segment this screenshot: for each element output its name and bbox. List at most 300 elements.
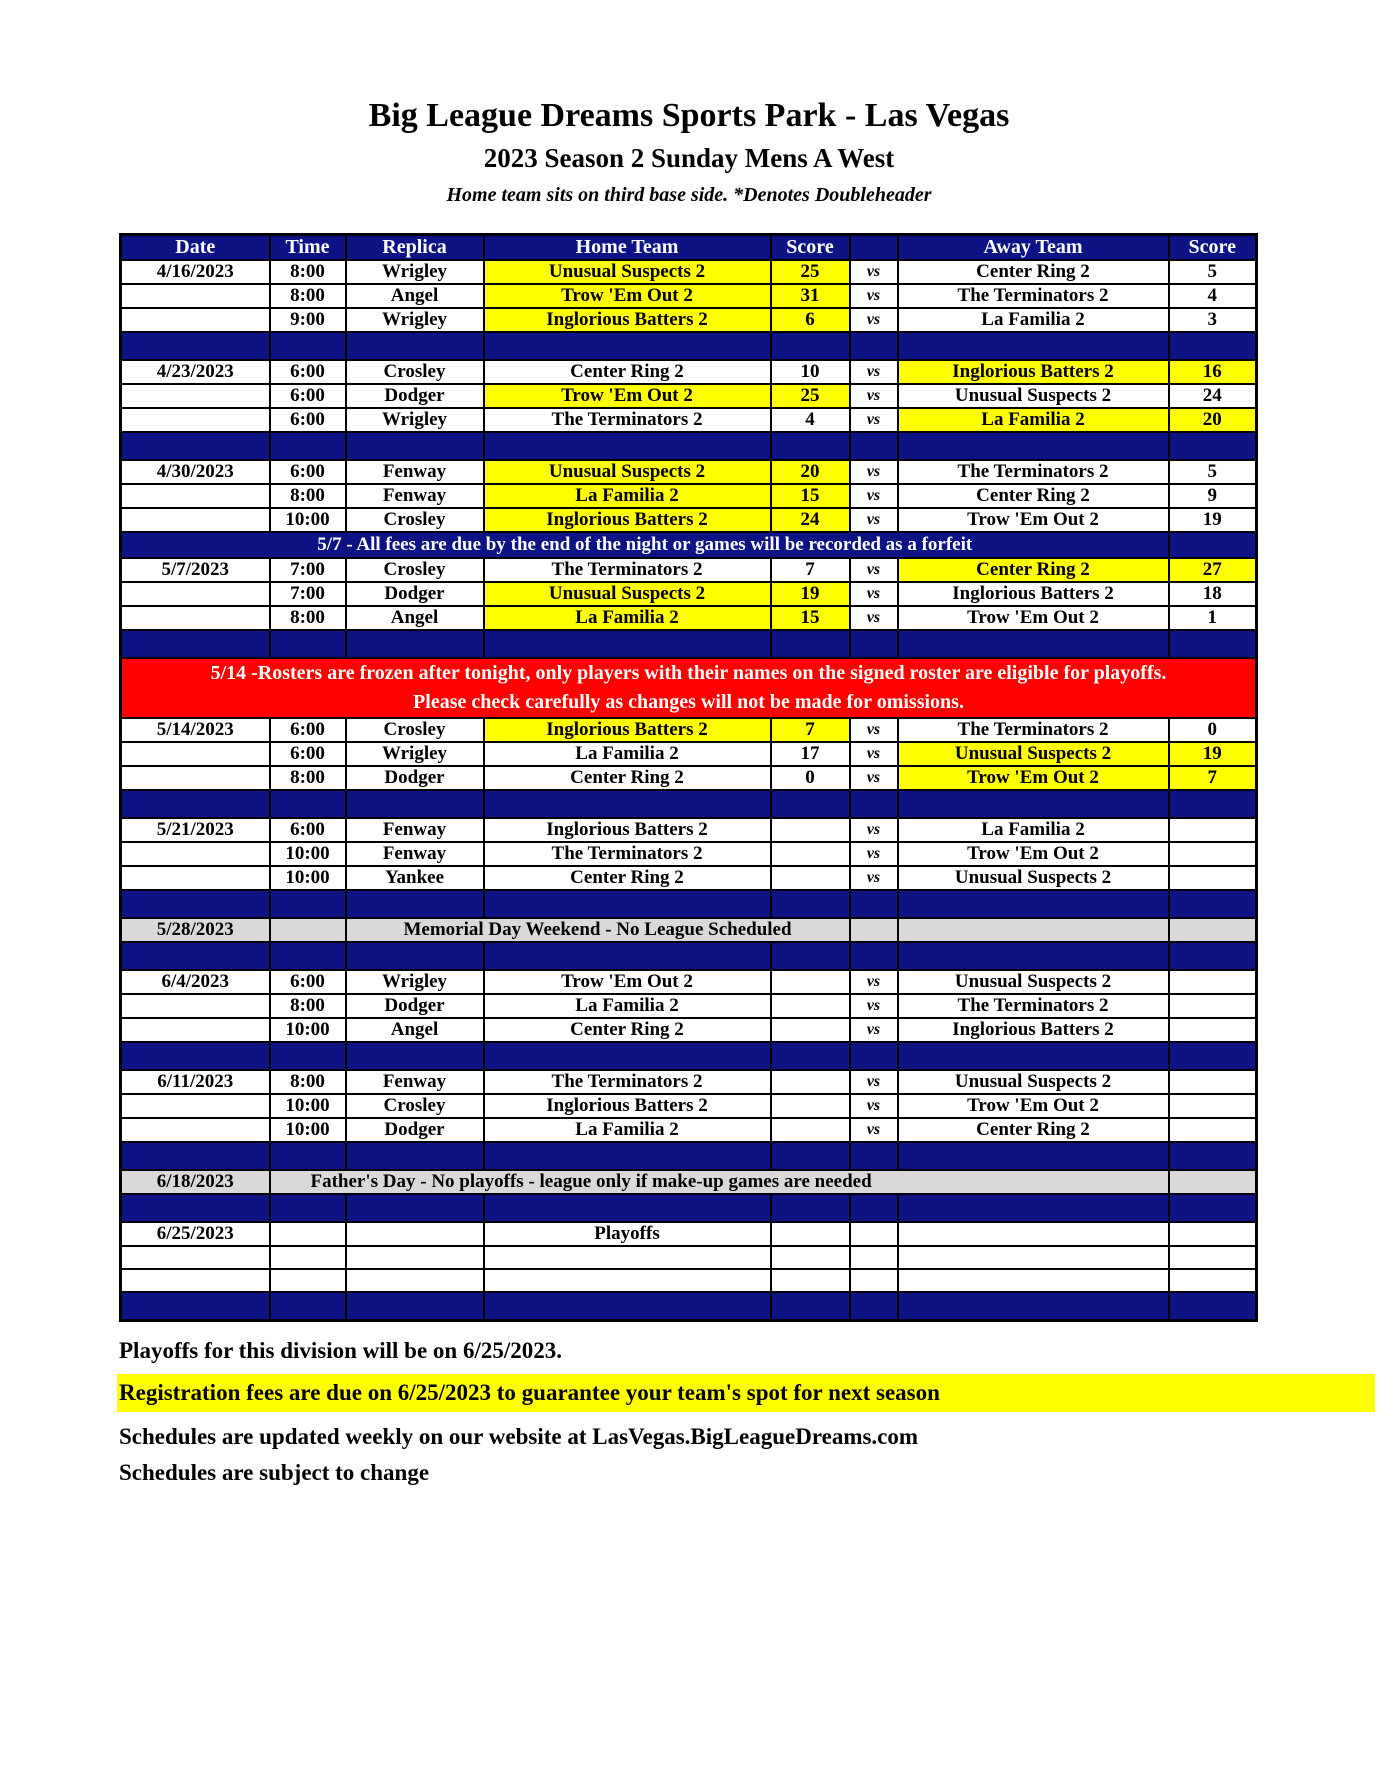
separator-row (121, 942, 1257, 970)
game-row (121, 484, 1257, 508)
game-row (121, 260, 1257, 284)
date-cell (121, 484, 270, 508)
away-team-cell: The Terminators 2 (898, 284, 1169, 308)
home-score-cell (771, 1222, 850, 1246)
empty-cell (898, 1269, 1169, 1292)
vs-cell: vs (850, 766, 898, 790)
footer-playoffs-note: Playoffs for this division will be on 6/25/2023. (119, 1337, 563, 1363)
separator-cell (121, 890, 270, 918)
away-score-cell: 20 (1169, 408, 1257, 432)
separator-cell (346, 1292, 484, 1320)
away-score-cell: 0 (1169, 718, 1257, 742)
vs-cell: vs (850, 308, 898, 332)
time-cell: 10:00 (270, 842, 346, 866)
vs-cell: vs (850, 718, 898, 742)
home-score-cell (771, 1118, 850, 1142)
home-score-cell: 10 (771, 360, 850, 384)
separator-cell (270, 432, 346, 460)
away-score-cell: 9 (1169, 484, 1257, 508)
home-team-cell: La Familia 2 (484, 994, 771, 1018)
time-cell: 7:00 (270, 582, 346, 606)
separator-cell (1169, 432, 1257, 460)
column-header-vs (850, 235, 898, 261)
time-cell: 8:00 (270, 994, 346, 1018)
game-row (121, 284, 1257, 308)
notice-text-cell: Father's Day - No playoffs - league only if make-up games are needed (270, 1170, 1169, 1194)
game-row (121, 558, 1257, 582)
separator-cell (850, 432, 898, 460)
vs-cell: vs (850, 994, 898, 1018)
game-row (121, 508, 1257, 532)
date-cell (121, 866, 270, 890)
fees-banner-row (121, 532, 1257, 558)
date-cell: 6/4/2023 (121, 970, 270, 994)
date-cell (121, 384, 270, 408)
separator-row (121, 1194, 1257, 1222)
column-header-date: Date (121, 235, 270, 261)
date-cell (121, 842, 270, 866)
date-cell (121, 1094, 270, 1118)
notice-row (121, 1170, 1257, 1194)
separator-row (121, 890, 1257, 918)
game-row (121, 866, 1257, 890)
replica-cell: Fenway (346, 484, 484, 508)
home-team-cell: La Familia 2 (484, 742, 771, 766)
away-score-cell: 24 (1169, 384, 1257, 408)
away-score-cell: 16 (1169, 360, 1257, 384)
separator-cell (270, 1142, 346, 1170)
column-header-time: Time (270, 235, 346, 261)
home-team-cell: Trow 'Em Out 2 (484, 970, 771, 994)
game-row (121, 384, 1257, 408)
separator-cell (771, 432, 850, 460)
replica-cell: Crosley (346, 508, 484, 532)
home-score-cell (771, 1018, 850, 1042)
separator-cell (270, 332, 346, 360)
separator-cell (1169, 532, 1257, 558)
empty-cell (346, 1246, 484, 1269)
empty-cell (484, 1246, 771, 1269)
game-row (121, 308, 1257, 332)
separator-cell (898, 332, 1169, 360)
game-row (121, 460, 1257, 484)
notice-text-cell: Memorial Day Weekend - No League Scheduled (346, 918, 850, 942)
replica-cell: Wrigley (346, 308, 484, 332)
separator-cell (1169, 1292, 1257, 1320)
separator-cell (898, 1042, 1169, 1070)
vs-cell (850, 918, 898, 942)
separator-cell (346, 1042, 484, 1070)
away-score-cell (1169, 866, 1257, 890)
game-row (121, 1094, 1257, 1118)
vs-cell: vs (850, 866, 898, 890)
replica-cell: Dodger (346, 766, 484, 790)
separator-cell (484, 1042, 771, 1070)
column-header-replica: Replica (346, 235, 484, 261)
roster-banner-cell (121, 658, 1257, 718)
separator-cell (484, 790, 771, 818)
date-cell (121, 582, 270, 606)
replica-cell: Dodger (346, 582, 484, 606)
date-cell (121, 606, 270, 630)
away-score-cell (1169, 1222, 1257, 1246)
separator-cell (850, 1194, 898, 1222)
separator-cell (850, 332, 898, 360)
away-team-cell: Unusual Suspects 2 (898, 970, 1169, 994)
away-team-cell: Inglorious Batters 2 (898, 1018, 1169, 1042)
game-row (121, 766, 1257, 790)
date-cell: 6/25/2023 (121, 1222, 270, 1246)
vs-cell: vs (850, 484, 898, 508)
vs-cell: vs (850, 260, 898, 284)
page (119, 0, 1259, 1486)
home-score-cell (771, 970, 850, 994)
away-score-cell: 18 (1169, 582, 1257, 606)
home-score-cell: 17 (771, 742, 850, 766)
away-team-cell (898, 918, 1169, 942)
empty-cell (850, 1246, 898, 1269)
date-cell: 5/7/2023 (121, 558, 270, 582)
separator-cell (1169, 332, 1257, 360)
separator-cell (1169, 1194, 1257, 1222)
time-cell: 8:00 (270, 284, 346, 308)
separator-cell (898, 1194, 1169, 1222)
empty-cell (346, 1269, 484, 1292)
away-team-cell: Unusual Suspects 2 (898, 742, 1169, 766)
table-header (121, 235, 1257, 261)
game-row (121, 842, 1257, 866)
date-cell: 5/28/2023 (121, 918, 270, 942)
time-cell: 6:00 (270, 360, 346, 384)
home-score-cell (771, 818, 850, 842)
separator-row (121, 1042, 1257, 1070)
away-score-cell (1169, 918, 1257, 942)
home-score-cell: 15 (771, 484, 850, 508)
home-team-cell: The Terminators 2 (484, 558, 771, 582)
replica-cell: Angel (346, 284, 484, 308)
notice-row (121, 918, 1257, 942)
away-team-cell: Unusual Suspects 2 (898, 866, 1169, 890)
empty-cell (771, 1269, 850, 1292)
away-score-cell: 19 (1169, 508, 1257, 532)
separator-cell (898, 432, 1169, 460)
empty-cell (1169, 1269, 1257, 1292)
away-team-cell: Trow 'Em Out 2 (898, 606, 1169, 630)
empty-row (121, 1246, 1257, 1269)
game-row (121, 582, 1257, 606)
game-row (121, 1070, 1257, 1094)
separator-cell (484, 1142, 771, 1170)
date-cell: 4/23/2023 (121, 360, 270, 384)
separator-cell (898, 1142, 1169, 1170)
away-team-cell: The Terminators 2 (898, 460, 1169, 484)
column-header-away-score: Score (1169, 235, 1257, 261)
time-cell: 9:00 (270, 308, 346, 332)
separator-cell (771, 332, 850, 360)
separator-cell (270, 942, 346, 970)
home-team-cell: Unusual Suspects 2 (484, 460, 771, 484)
separator-cell (850, 630, 898, 658)
separator-cell (270, 1194, 346, 1222)
separator-cell (270, 630, 346, 658)
separator-row (121, 630, 1257, 658)
replica-cell: Dodger (346, 384, 484, 408)
home-team-cell: Inglorious Batters 2 (484, 308, 771, 332)
separator-row (121, 790, 1257, 818)
away-team-cell: Unusual Suspects 2 (898, 1070, 1169, 1094)
page-note: Home team sits on third base side. *Denotes Doubleheader (446, 184, 932, 207)
vs-cell: vs (850, 408, 898, 432)
time-cell: 10:00 (270, 866, 346, 890)
empty-cell (1169, 1246, 1257, 1269)
game-row (121, 742, 1257, 766)
home-team-cell: Trow 'Em Out 2 (484, 284, 771, 308)
game-row (121, 606, 1257, 630)
game-row (121, 360, 1257, 384)
separator-cell (1169, 790, 1257, 818)
replica-cell: Fenway (346, 818, 484, 842)
separator-cell (346, 1142, 484, 1170)
vs-cell: vs (850, 460, 898, 484)
date-cell (121, 742, 270, 766)
home-team-cell: Center Ring 2 (484, 766, 771, 790)
home-team-cell: La Familia 2 (484, 606, 771, 630)
date-cell: 6/18/2023 (121, 1170, 270, 1194)
away-score-cell: 5 (1169, 260, 1257, 284)
home-team-cell: La Familia 2 (484, 1118, 771, 1142)
empty-cell (850, 1269, 898, 1292)
separator-cell (850, 942, 898, 970)
home-team-cell: La Familia 2 (484, 484, 771, 508)
vs-cell: vs (850, 1094, 898, 1118)
home-score-cell: 20 (771, 460, 850, 484)
vs-cell: vs (850, 818, 898, 842)
table-body (121, 260, 1257, 1320)
game-row (121, 970, 1257, 994)
away-team-cell: Inglorious Batters 2 (898, 360, 1169, 384)
separator-cell (771, 1142, 850, 1170)
away-team-cell (898, 1222, 1169, 1246)
away-score-cell (1169, 1018, 1257, 1042)
separator-cell (346, 790, 484, 818)
separator-row (121, 1142, 1257, 1170)
footer-registration-note: Registration fees are due on 6/25/2023 to guarantee your team's spot for next season (117, 1374, 1375, 1412)
separator-cell (898, 942, 1169, 970)
home-team-cell: Inglorious Batters 2 (484, 508, 771, 532)
replica-cell: Fenway (346, 842, 484, 866)
away-team-cell: La Familia 2 (898, 818, 1169, 842)
separator-cell (346, 942, 484, 970)
away-score-cell: 19 (1169, 742, 1257, 766)
away-team-cell: Center Ring 2 (898, 558, 1169, 582)
separator-cell (121, 790, 270, 818)
replica-cell: Wrigley (346, 742, 484, 766)
separator-cell (121, 432, 270, 460)
replica-cell: Wrigley (346, 260, 484, 284)
column-header-home-score: Score (771, 235, 850, 261)
date-cell (121, 508, 270, 532)
footer-website-note: Schedules are updated weekly on our website at LasVegas.BigLeagueDreams.com (119, 1423, 919, 1449)
column-header-away-team: Away Team (898, 235, 1169, 261)
time-cell: 8:00 (270, 606, 346, 630)
time-cell: 6:00 (270, 718, 346, 742)
replica-cell: Crosley (346, 1094, 484, 1118)
separator-cell (1169, 1042, 1257, 1070)
home-team-cell: Center Ring 2 (484, 866, 771, 890)
separator-cell (346, 332, 484, 360)
home-score-cell: 25 (771, 260, 850, 284)
replica-cell: Dodger (346, 994, 484, 1018)
away-team-cell: Inglorious Batters 2 (898, 582, 1169, 606)
separator-cell (270, 790, 346, 818)
away-score-cell (1169, 1094, 1257, 1118)
home-team-cell: Trow 'Em Out 2 (484, 384, 771, 408)
playoffs-row (121, 1222, 1257, 1246)
vs-cell: vs (850, 742, 898, 766)
separator-cell (484, 432, 771, 460)
separator-cell (771, 790, 850, 818)
separator-cell (346, 630, 484, 658)
away-team-cell: Center Ring 2 (898, 1118, 1169, 1142)
separator-cell (346, 1194, 484, 1222)
separator-cell (121, 1292, 270, 1320)
separator-cell (850, 890, 898, 918)
separator-cell (121, 1142, 270, 1170)
away-score-cell: 27 (1169, 558, 1257, 582)
home-score-cell: 25 (771, 384, 850, 408)
roster-banner-line-1: 5/14 -Rosters are frozen after tonight, only players with their names on the signed roster are eligible for playoffs. (210, 662, 1167, 685)
vs-cell: vs (850, 1070, 898, 1094)
replica-cell: Wrigley (346, 970, 484, 994)
fees-banner-cell: 5/7 - All fees are due by the end of the night or games will be recorded as a forfeit (121, 532, 1169, 558)
away-score-cell: 1 (1169, 606, 1257, 630)
date-cell: 5/21/2023 (121, 818, 270, 842)
separator-cell (898, 630, 1169, 658)
time-cell: 8:00 (270, 260, 346, 284)
separator-cell (270, 1042, 346, 1070)
away-score-cell: 4 (1169, 284, 1257, 308)
date-cell: 5/14/2023 (121, 718, 270, 742)
home-score-cell: 19 (771, 582, 850, 606)
empty-cell (270, 1269, 346, 1292)
away-score-cell: 7 (1169, 766, 1257, 790)
away-score-cell: 5 (1169, 460, 1257, 484)
separator-cell (270, 1292, 346, 1320)
time-cell: 8:00 (270, 484, 346, 508)
separator-row (121, 1292, 1257, 1320)
game-row (121, 994, 1257, 1018)
empty-cell (771, 1246, 850, 1269)
schedule-table (119, 233, 1258, 1322)
home-team-cell: Playoffs (484, 1222, 771, 1246)
away-team-cell: The Terminators 2 (898, 718, 1169, 742)
away-score-cell (1169, 994, 1257, 1018)
away-team-cell: The Terminators 2 (898, 994, 1169, 1018)
header-row (121, 235, 1257, 261)
home-team-cell: Inglorious Batters 2 (484, 818, 771, 842)
footer (119, 1338, 1257, 1486)
separator-cell (771, 942, 850, 970)
separator-cell (484, 1292, 771, 1320)
date-cell: 4/16/2023 (121, 260, 270, 284)
separator-cell (346, 890, 484, 918)
separator-cell (771, 630, 850, 658)
roster-banner-line-2: Please check carefully as changes will not be made for omissions. (413, 691, 964, 714)
empty-cell (121, 1269, 270, 1292)
separator-cell (771, 1042, 850, 1070)
vs-cell: vs (850, 606, 898, 630)
separator-cell (850, 790, 898, 818)
vs-cell (850, 1222, 898, 1246)
replica-cell: Crosley (346, 360, 484, 384)
away-team-cell: Unusual Suspects 2 (898, 384, 1169, 408)
vs-cell: vs (850, 970, 898, 994)
date-cell (121, 408, 270, 432)
separator-cell (484, 890, 771, 918)
game-row (121, 818, 1257, 842)
date-cell (121, 766, 270, 790)
separator-cell (898, 890, 1169, 918)
replica-cell: Yankee (346, 866, 484, 890)
separator-cell (270, 890, 346, 918)
column-header-home-team: Home Team (484, 235, 771, 261)
away-score-cell (1169, 970, 1257, 994)
empty-cell (484, 1269, 771, 1292)
time-cell (270, 918, 346, 942)
replica-cell (346, 1222, 484, 1246)
away-team-cell: Center Ring 2 (898, 260, 1169, 284)
replica-cell: Crosley (346, 718, 484, 742)
separator-cell (121, 1042, 270, 1070)
footer-change-note: Schedules are subject to change (119, 1459, 430, 1485)
separator-cell (346, 432, 484, 460)
home-score-cell: 7 (771, 718, 850, 742)
replica-cell: Crosley (346, 558, 484, 582)
away-team-cell: La Familia 2 (898, 308, 1169, 332)
away-team-cell: Trow 'Em Out 2 (898, 508, 1169, 532)
time-cell: 10:00 (270, 1094, 346, 1118)
away-team-cell: Trow 'Em Out 2 (898, 842, 1169, 866)
home-team-cell: The Terminators 2 (484, 842, 771, 866)
date-cell (121, 994, 270, 1018)
empty-cell (898, 1246, 1169, 1269)
separator-cell (484, 630, 771, 658)
away-score-cell (1169, 1170, 1257, 1194)
home-team-cell: Inglorious Batters 2 (484, 1094, 771, 1118)
vs-cell: vs (850, 384, 898, 408)
time-cell: 7:00 (270, 558, 346, 582)
replica-cell: Angel (346, 1018, 484, 1042)
separator-cell (484, 332, 771, 360)
away-team-cell: Trow 'Em Out 2 (898, 766, 1169, 790)
home-score-cell (771, 994, 850, 1018)
separator-cell (850, 1142, 898, 1170)
away-score-cell: 3 (1169, 308, 1257, 332)
date-cell (121, 1118, 270, 1142)
home-team-cell: The Terminators 2 (484, 1070, 771, 1094)
home-score-cell: 6 (771, 308, 850, 332)
separator-cell (484, 942, 771, 970)
separator-cell (898, 1292, 1169, 1320)
separator-cell (898, 790, 1169, 818)
time-cell: 10:00 (270, 508, 346, 532)
home-team-cell: Unusual Suspects 2 (484, 582, 771, 606)
separator-cell (121, 1194, 270, 1222)
home-score-cell: 7 (771, 558, 850, 582)
replica-cell: Wrigley (346, 408, 484, 432)
game-row (121, 718, 1257, 742)
date-cell (121, 1018, 270, 1042)
